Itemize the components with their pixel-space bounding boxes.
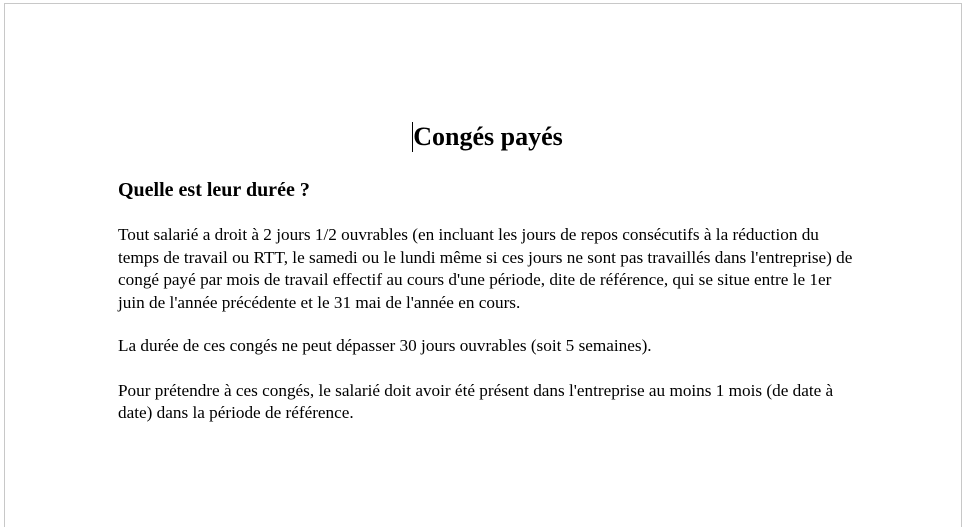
document-title: Congés payés — [413, 122, 563, 151]
document-page[interactable] — [4, 3, 962, 527]
document-body[interactable] — [118, 118, 858, 425]
paragraph-maximum-duration: La durée de ces congés ne peut dépasser 30 jours ouvrables (soit 5 semaines). — [118, 336, 652, 355]
document-title-line — [118, 118, 858, 156]
section-heading: Quelle est leur durée ? — [118, 179, 310, 201]
paragraph-duration-rule: Tout salarié a droit à 2 jours 1/2 ouvrables (en incluant les jours de repos consécutifs à la réduction du temps de travail ou RTT, le samedi ou le lundi même si ces jours ne sont pas travaillés dans l'entreprise) de congé payé par mois de travail effectif au cours d'une période, dite de référence, qui se situe entre le 1er juin de l'année précédente et le 31 mai de l'année en cours. — [118, 225, 853, 312]
text-cursor — [412, 122, 413, 152]
paragraph-eligibility: Pour prétendre à ces congés, le salarié doit avoir été présent dans l'entreprise au moins 1 mois (de date à date) dans la période de référence. — [118, 380, 834, 422]
